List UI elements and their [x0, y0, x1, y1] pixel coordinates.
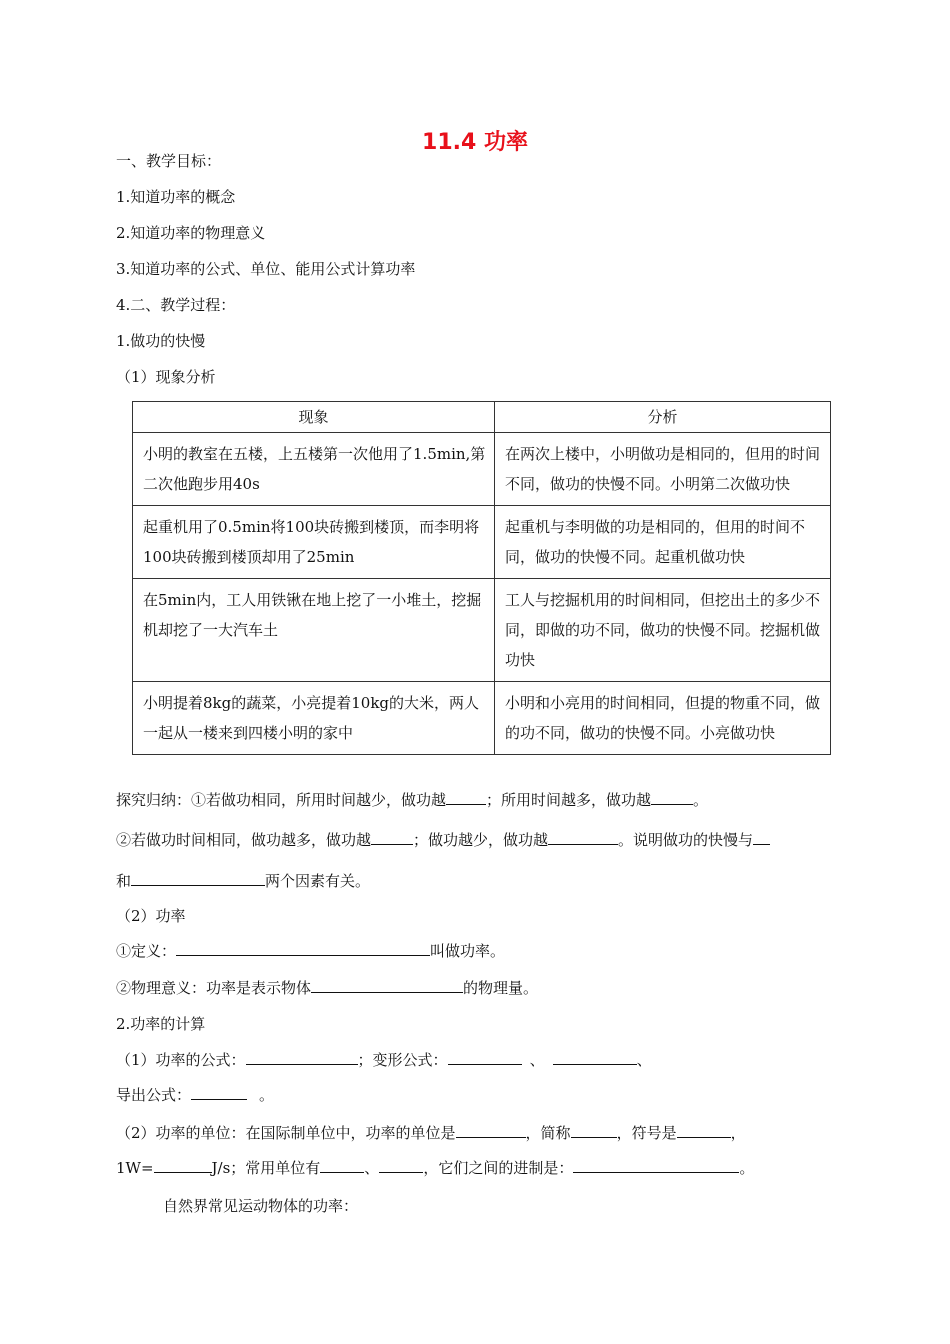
- fill-blank[interactable]: [553, 1050, 637, 1065]
- objective-2: 2.知道功率的物理意义: [116, 224, 266, 242]
- unit-text: ，简称: [525, 1124, 571, 1142]
- nature-power-heading: 自然界常见运动物体的功率：: [163, 1197, 359, 1215]
- watt-line: [116, 1158, 754, 1178]
- table-cell: 在5min内，工人用铁锹在地上挖了一小堆土，挖掘机却挖了一大汽车土: [133, 579, 495, 682]
- fill-blank[interactable]: [448, 1050, 522, 1065]
- meaning-label: ②物理意义：功率是表示物体: [116, 979, 312, 997]
- objective-1: 1.知道功率的概念: [116, 188, 236, 206]
- derived-formula-line: [116, 1085, 274, 1105]
- power-meaning: [116, 978, 538, 998]
- fill-blank[interactable]: [753, 830, 770, 845]
- fill-blank[interactable]: [176, 941, 430, 956]
- fill-blank[interactable]: [548, 830, 618, 845]
- fill-blank[interactable]: [651, 790, 693, 805]
- header-phenomenon: 现象: [133, 402, 495, 433]
- unit-text: ，: [730, 1124, 746, 1142]
- unit-text: ，符号是: [616, 1124, 677, 1142]
- table-cell: 小明的教室在五楼，上五楼第一次他用了1.5min,第二次他跑步用40s: [133, 433, 495, 506]
- fill-blank[interactable]: [191, 1085, 247, 1100]
- derived-label: 导出公式：: [116, 1086, 192, 1104]
- header-analysis: 分析: [495, 402, 831, 433]
- table-cell: 小明提着8kg的蔬菜，小亮提着10kg的大米，两人一起从一楼来到四楼小明的家中: [133, 682, 495, 755]
- fill-blank[interactable]: [311, 978, 463, 993]
- unit-line: [116, 1123, 746, 1143]
- fill-blank[interactable]: [379, 1158, 423, 1173]
- formula-text: 、: [636, 1051, 652, 1069]
- watt-text: 1W=: [116, 1159, 154, 1177]
- phenomenon-analysis-heading: （1）现象分析: [116, 368, 216, 386]
- objective-3: 3.知道功率的公式、单位、能用公式计算功率: [116, 260, 416, 278]
- summary-text: 探究归纳：①若做功相同，所用时间越少，做功越: [116, 791, 447, 809]
- fill-blank[interactable]: [456, 1123, 526, 1138]
- table-row: [133, 433, 831, 506]
- fill-blank[interactable]: [154, 1158, 212, 1173]
- derived-suffix: 。: [259, 1086, 275, 1104]
- process-heading: 4.二、教学过程：: [116, 296, 236, 314]
- formula-label: （1）功率的公式：: [116, 1051, 246, 1069]
- table-header-row: [133, 402, 831, 433]
- objectives-heading: 一、教学目标：: [116, 152, 222, 170]
- watt-text: 、: [364, 1159, 380, 1177]
- fill-blank[interactable]: [573, 1158, 739, 1173]
- unit-text: （2）功率的单位：在国际制单位中，功率的单位是: [116, 1124, 456, 1142]
- watt-text: 。: [739, 1159, 755, 1177]
- summary-text: ；所用时间越多，做功越: [486, 791, 652, 809]
- calc-heading: 2.功率的计算: [116, 1015, 206, 1033]
- power-definition: [116, 941, 505, 961]
- summary-line-1: [116, 790, 708, 810]
- power-heading: （2）功率: [116, 907, 186, 925]
- formula-text: ；变形公式：: [357, 1051, 448, 1069]
- summary-line-2: [116, 830, 770, 850]
- summary-text: ；做功越少，做功越: [413, 831, 549, 849]
- table-row: [133, 579, 831, 682]
- meaning-suffix: 的物理量。: [463, 979, 539, 997]
- summary-text: 和: [116, 872, 132, 890]
- fill-blank[interactable]: [131, 871, 265, 886]
- table-cell: 小明和小亮用的时间相同，但提的物重不同，做的功不同，做功的快慢不同。小亮做功快: [495, 682, 831, 755]
- summary-text: 。: [693, 791, 709, 809]
- summary-line-3: [116, 871, 370, 891]
- phenomenon-table: [132, 401, 831, 755]
- fill-blank[interactable]: [371, 830, 413, 845]
- summary-text: ②若做功时间相同，做功越多，做功越: [116, 831, 372, 849]
- table-row: [133, 506, 831, 579]
- table-cell: 起重机与李明做的功是相同的，但用的时间不同，做功的快慢不同。起重机做功快: [495, 506, 831, 579]
- definition-label: ①定义：: [116, 942, 177, 960]
- summary-text: 。说明做功的快慢与: [618, 831, 754, 849]
- table-cell: 在两次上楼中，小明做功是相同的，但用的时间不同，做功的快慢不同。小明第二次做功快: [495, 433, 831, 506]
- section-speed-of-work: 1.做功的快慢: [116, 332, 206, 350]
- summary-text: 两个因素有关。: [265, 872, 371, 890]
- fill-blank[interactable]: [246, 1050, 358, 1065]
- page-title: 11.4 功率: [422, 130, 528, 155]
- definition-suffix: 叫做功率。: [430, 942, 506, 960]
- table-cell: 起重机用了0.5min将100块砖搬到楼顶，而李明将100块砖搬到楼顶却用了25min: [133, 506, 495, 579]
- fill-blank[interactable]: [571, 1123, 617, 1138]
- fill-blank[interactable]: [677, 1123, 731, 1138]
- formula-text: 、: [529, 1051, 545, 1069]
- watt-text: J/s；常用单位有: [211, 1159, 321, 1177]
- fill-blank[interactable]: [320, 1158, 364, 1173]
- table-cell: 工人与挖掘机用的时间相同，但挖出土的多少不同，即做的功不同，做功的快慢不同。挖掘机做功快: [495, 579, 831, 682]
- watt-text: ，它们之间的进制是：: [423, 1159, 574, 1177]
- formula-line: [116, 1050, 652, 1070]
- fill-blank[interactable]: [446, 790, 486, 805]
- table-row: [133, 682, 831, 755]
